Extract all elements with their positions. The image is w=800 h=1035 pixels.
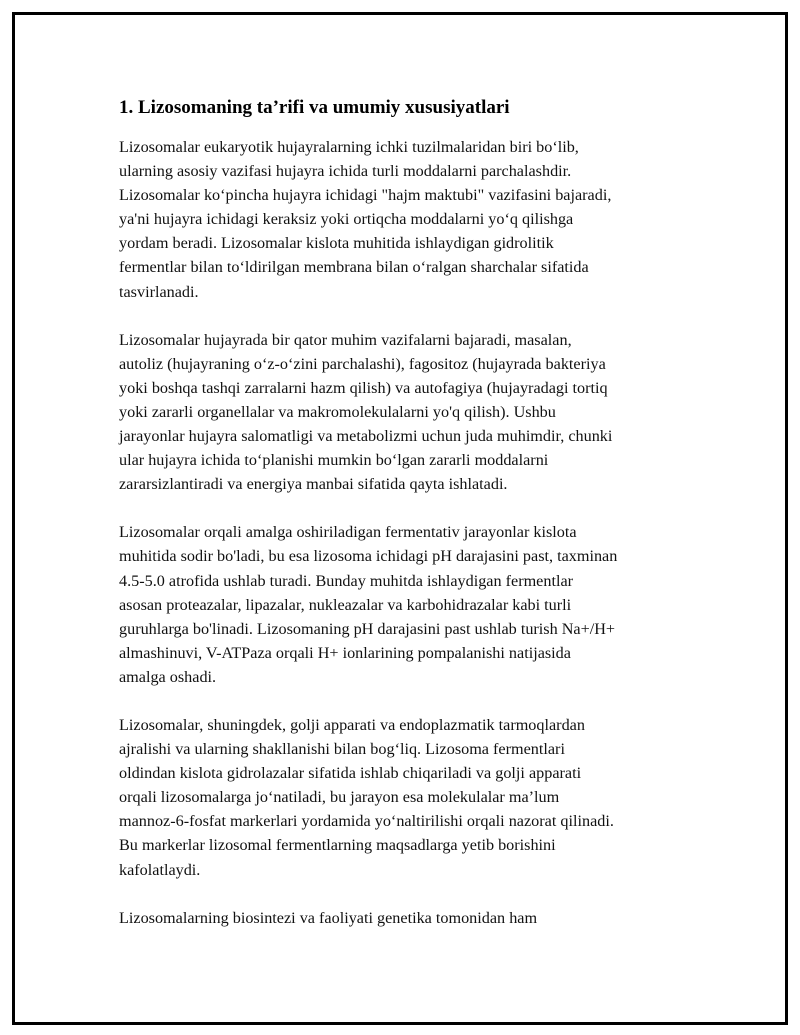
- text-line: yordam beradi. Lizosomalar kislota muhitida ishlaydigan gidrolitik: [119, 234, 554, 253]
- text-line: fermentlar bilan to‘ldirilgan membrana bilan o‘ralgan sharchalar sifatida: [119, 258, 589, 277]
- text-line: ya'ni hujayra ichidagi keraksiz yoki ortiqcha moddalarni yo‘q qilishga: [119, 210, 574, 229]
- text-line: Lizosomalarning biosintezi va faoliyati genetika tomonidan ham: [119, 908, 538, 927]
- paragraph-enzymes: [119, 520, 709, 689]
- text-line: oldindan kislota gidrolazalar sifatida ishlab chiqariladi va golji apparati: [119, 764, 582, 783]
- text-line: zararsizlantiradi va energiya manbai sifatida qayta ishlatadi.: [119, 475, 508, 494]
- paragraph-functions: [119, 328, 709, 497]
- text-line: tasvirlanadi.: [119, 282, 199, 301]
- text-line: yoki zararli organellalar va makromolekulalarni yo'q qilish). Ushbu: [119, 402, 556, 421]
- text-line: Lizosomalar eukaryotik hujayralarning ichki tuzilmalaridan biri bo‘lib,: [119, 138, 579, 156]
- text-line: 4.5-5.0 atrofida ushlab turadi. Bunday muhitda ishlaydigan fermentlar: [119, 571, 574, 590]
- text-line: ular hujayra ichida to‘planishi mumkin bo‘lgan zararli moddalarni: [119, 451, 549, 470]
- text-line: ularning asosiy vazifasi hujayra ichida turli moddalarni parchalashdir.: [119, 162, 572, 181]
- text-line: jarayonlar hujayra salomatligi va metabolizmi uchun juda muhimdir, chunki: [119, 427, 613, 446]
- paragraph-golgi: [119, 713, 709, 882]
- paragraph-biosynthesis: [119, 906, 709, 930]
- text-line: Lizosomalar orqali amalga oshiriladigan fermentativ jarayonlar kislota: [119, 523, 577, 542]
- paragraph-definition: [119, 135, 709, 304]
- text-line: yoki boshqa tashqi zarralarni hazm qilish) va autofagiya (hujayradagi tortiq: [119, 378, 608, 397]
- text-line: mannoz-6-fosfat markerlari yordamida yo‘naltirilishi orqali nazorat qilinadi.: [119, 812, 614, 831]
- text-line: guruhlarga bo'linadi. Lizosomaning pH darajasini past ushlab turish Na+/H+: [119, 619, 616, 638]
- text-line: Lizosomalar hujayrada bir qator muhim vazifalarni bajaradi, masalan,: [119, 330, 572, 349]
- text-line: Lizosomalar, shuningdek, golji apparati va endoplazmatik tarmoqlardan: [119, 715, 585, 734]
- text-line: kafolatlaydi.: [119, 860, 201, 879]
- text-line: muhitida sodir bo'ladi, bu esa lizosoma ichidagi pH darajasini past, taxminan: [119, 547, 618, 566]
- text-line: Bu markerlar lizosomal fermentlarning maqsadlarga yetib borishini: [119, 836, 556, 855]
- document-body: [119, 95, 709, 954]
- text-line: amalga oshadi.: [119, 667, 217, 686]
- text-line: ajralishi va ularning shakllanishi bilan bog‘liq. Lizosoma fermentlari: [119, 740, 565, 759]
- section-heading: 1. Lizosomaning ta’rifi va umumiy xususiyatlari: [119, 97, 510, 118]
- text-line: Lizosomalar ko‘pincha hujayra ichidagi "hajm maktubi" vazifasini bajaradi,: [119, 186, 612, 205]
- text-line: autoliz (hujayraning o‘z-o‘zini parchalashi), fagositoz (hujayrada bakteriya: [119, 354, 606, 373]
- page-frame: [12, 12, 788, 1025]
- text-line: orqali lizosomalarga jo‘natiladi, bu jarayon esa molekulalar ma’lum: [119, 788, 560, 807]
- text-line: almashinuvi, V-ATPaza orqali H+ ionlarining pompalanishi natijasida: [119, 643, 571, 662]
- text-line: asosan proteazalar, lipazalar, nukleazalar va karbohidrazalar kabi turli: [119, 595, 572, 614]
